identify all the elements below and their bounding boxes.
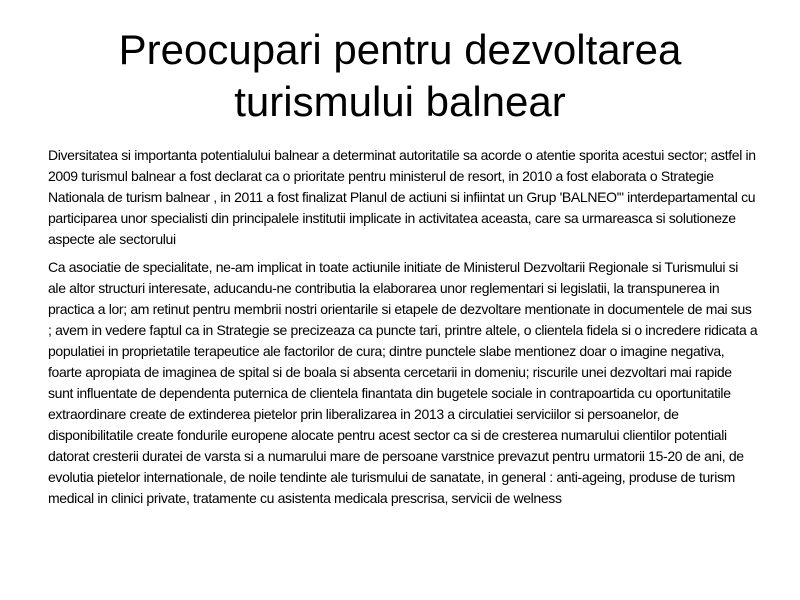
slide-body — [48, 145, 758, 516]
slide-title: Preocupari pentru dezvoltarea turismului balnear — [118, 26, 682, 125]
body-paragraph: Diversitatea si importanta potentialului balnear a determinat autoritatile sa acorde o atentie sporita acestui sector; astfel in 2009 turismul balnear a fost declarat ca o prioritate pentru ministerul de resort, in 2010 a fost elaborata o Strategie Nationala de turism balnear , in 2011 a fost finalizat Planul de actiuni si infiintat un Grup 'BALNEO'" interdepartamental cu participarea unor specialisti din principalele institutii implicate in activitatea aceasta, care sa urmareasca si solutioneze aspecte ale sectorului — [48, 147, 756, 247]
body-paragraph: Ca asociatie de specialitate, ne-am implicat in toate actiunile initiate de Ministerul Dezvoltarii Regionale si Turismului si ale altor structuri interesate, aducandu-ne contributia la elaborarea unor reglementari si legislatii, la transpunerea in practica a lor; am retinut pentru membrii nostri orientarile si etapele de dezvoltare mentionate in documentele de mai sus ; avem in vedere faptul ca in Strategie se precizeaza ca puncte tari, printre altele, o clientela fidela si o incredere ridicata a populatiei in proprietatile terapeutice ale factorilor de cura; dintre punctele slabe mentionez doar o imagine negativa, foarte apropiata de imaginea de spital si de boala si absenta cercetarii in domeniu; riscurile unei dezvoltari mai rapide sunt influentate de dependenta puternica de clientela finantata din bugetele sociale in contrapoartida cu oportunitatile extraordinare create de extinderea pietelor prin liberalizarea in 2013 a circulatiei serviciilor si persoanelor, de disponibilitatile create fondurile europene alocate pentru acest sector ca si de cresterea numarului clientilor potentiali datorat cresterii duratei de varsta si a numarului mare de persoane varstnice prevazut pentru urmatorii 15-20 de ani, de evolutia pietelor internationale, de noile tendinte ale turismului de sanatate, in general : anti-ageing, produse de turism medical in clinici private, tratamente cu asistenta medicala prescrisa, servicii de welness — [48, 259, 758, 506]
